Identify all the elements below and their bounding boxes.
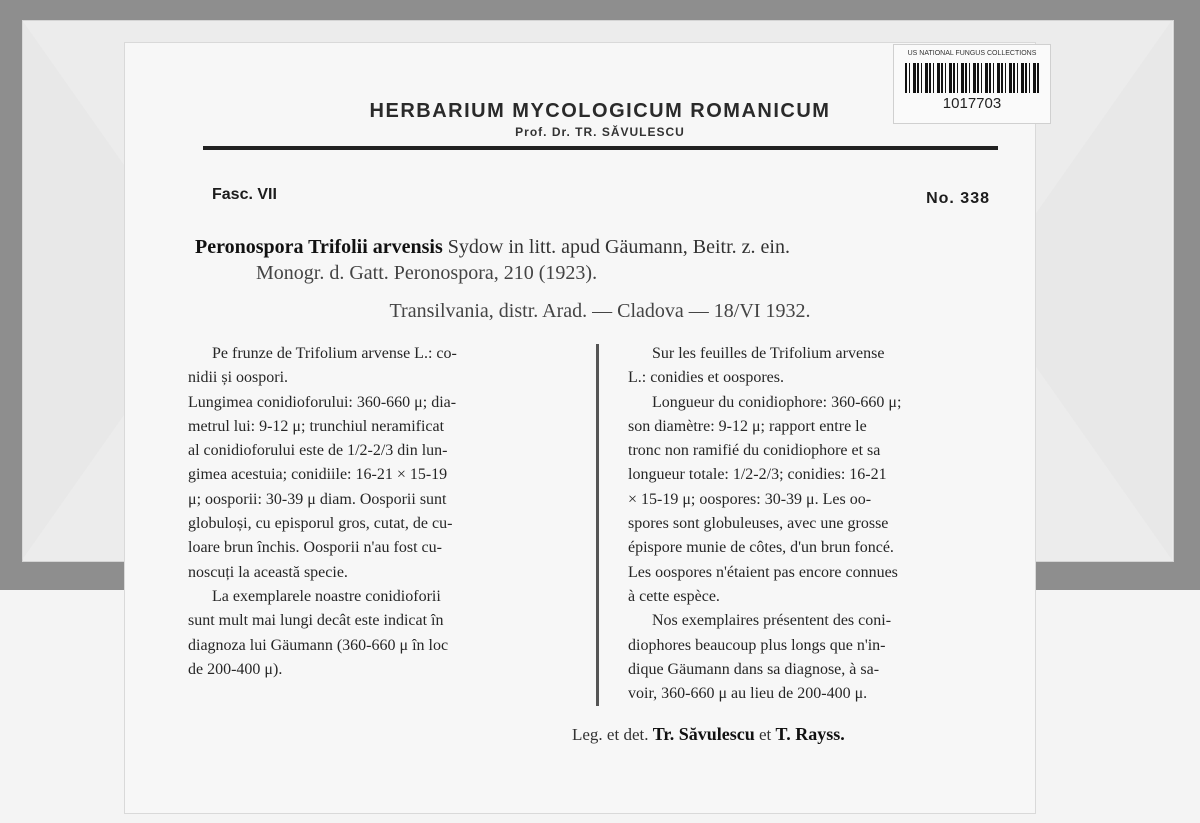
ro-line: globuloși, cu episporul gros, cutat, de cu- bbox=[188, 515, 453, 533]
ro-line: metrul lui: 9-12 μ; trunchiul neramificat bbox=[188, 417, 445, 435]
fr-line: voir, 360-660 μ au lieu de 200-400 μ. bbox=[628, 685, 868, 703]
barcode-number: 1017703 bbox=[942, 95, 1002, 112]
locality: Transilvania, distr. Arad. — Cladova — 18/VI 1932. bbox=[389, 300, 811, 322]
column-divider bbox=[596, 344, 599, 706]
collector-prefix: Leg. et det. bbox=[572, 725, 649, 744]
fr-line: L.: conidies et oospores. bbox=[628, 369, 784, 387]
herbarium-title: HERBARIUM MYCOLOGICUM ROMANICUM bbox=[369, 100, 831, 122]
ro-line: de 200-400 μ). bbox=[188, 660, 283, 678]
fr-line: Longueur du conidiophore: 360-660 μ; bbox=[652, 393, 902, 411]
fr-line: Sur les feuilles de Trifolium arvense bbox=[652, 345, 885, 362]
ro-line: nidii și oospori. bbox=[188, 369, 289, 387]
species-name: Peronospora Trifolii arvensis bbox=[195, 236, 443, 258]
fr-line: son diamètre: 9-12 μ; rapport entre le bbox=[628, 417, 867, 435]
ro-line: Pe frunze de Trifolium arvense L.: co- bbox=[212, 345, 457, 362]
french-description bbox=[628, 342, 1008, 706]
fr-line: diophores beaucoup plus longs que n'in- bbox=[628, 636, 886, 654]
fr-line: tronc non ramifié du conidiophore et sa bbox=[628, 442, 881, 460]
barcode-icon bbox=[905, 63, 1039, 93]
herbarium-subtitle: Prof. Dr. TR. SĂVULESCU bbox=[515, 125, 685, 139]
fr-line: dique Gäumann dans sa diagnose, à sa- bbox=[628, 660, 880, 678]
header-rule bbox=[203, 146, 998, 150]
ro-line: noscuți la această specie. bbox=[188, 563, 348, 581]
fr-line: spores sont globuleuses, avec une grosse bbox=[628, 515, 889, 533]
fr-line: longueur totale: 1/2-2/3; conidies: 16-21 bbox=[628, 466, 887, 484]
collector-name-2: T. Rayss. bbox=[775, 724, 845, 744]
romanian-description bbox=[188, 342, 578, 682]
barcode-institution: US NATIONAL FUNGUS COLLECTIONS bbox=[907, 50, 1037, 57]
species-line-1 bbox=[195, 236, 790, 259]
collector-line bbox=[572, 724, 845, 745]
ro-line: sunt mult mai lungi decât este indicat în bbox=[188, 612, 444, 630]
fascicle-label: Fasc. VII bbox=[212, 186, 277, 203]
ro-line: loare brun închis. Oosporii n'au fost cu- bbox=[188, 539, 442, 557]
ro-line: Lungimea conidioforului: 360-660 μ; dia- bbox=[188, 393, 457, 411]
ro-line: al conidioforului este de 1/2-2/3 din lun- bbox=[188, 442, 448, 460]
specimen-number: No. 338 bbox=[926, 190, 990, 207]
fr-line: Les oospores n'étaient pas encore connues bbox=[628, 563, 898, 581]
collector-joiner: et bbox=[759, 725, 772, 744]
ro-line: La exemplarele noastre conidioforii bbox=[212, 587, 441, 605]
fr-line: épispore munie de côtes, d'un brun foncé. bbox=[628, 539, 894, 557]
ro-line: diagnoza lui Gäumann (360-660 μ în loc bbox=[188, 636, 449, 654]
collector-name-1: Tr. Săvulescu bbox=[652, 724, 755, 744]
fr-line: Nos exemplaires présentent des coni- bbox=[652, 612, 892, 630]
species-citation-2: Monogr. d. Gatt. Peronospora, 210 (1923). bbox=[256, 262, 598, 284]
fr-line: à cette espèce. bbox=[628, 587, 720, 605]
species-citation-1: Sydow in litt. apud Gäumann, Beitr. z. ein. bbox=[442, 236, 790, 258]
fr-line: × 15-19 μ; oospores: 30-39 μ. Les oo- bbox=[628, 490, 872, 508]
ro-line: gimea acestuia; conidiile: 16-21 × 15-19 bbox=[188, 466, 448, 484]
ro-line: μ; oosporii: 30-39 μ diam. Oosporii sunt bbox=[188, 490, 447, 508]
